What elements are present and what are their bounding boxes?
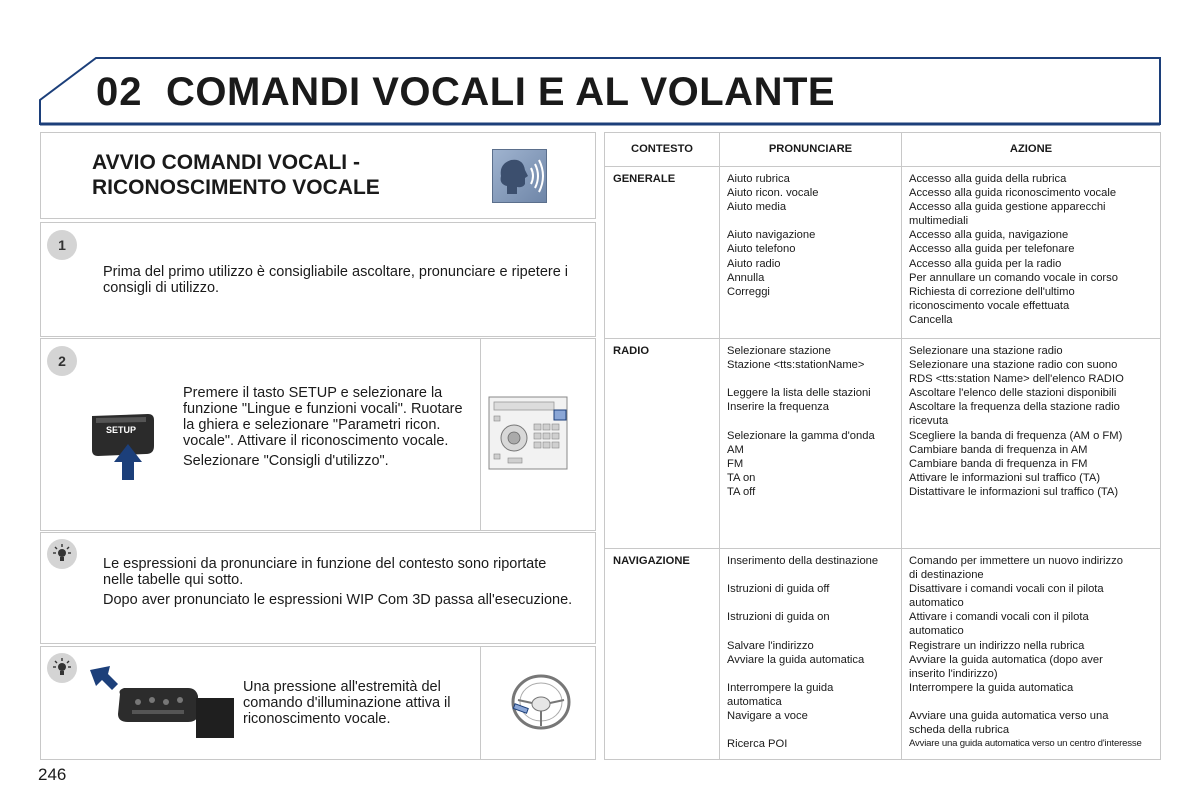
table-row	[605, 339, 1161, 549]
lightbulb-icon	[47, 539, 77, 569]
action-line: Disattivare i comandi vocali con il pilota	[909, 583, 1104, 596]
say-line: Inserire la frequenza	[727, 401, 829, 414]
action-line: Ascoltare l'elenco delle stazioni disponibili	[909, 387, 1117, 400]
say-line: Aiuto media	[727, 201, 787, 214]
say-line	[727, 414, 901, 428]
section-title	[92, 150, 472, 200]
say-line: Interrompere la guida	[727, 681, 834, 694]
page-title: COMANDI VOCALI E AL VOLANTE	[166, 70, 836, 114]
action-line: Accesso alla guida, navigazione	[909, 229, 1069, 242]
say-line: Correggi	[727, 285, 770, 298]
section-title-line-2: RICONOSCIMENTO VOCALE	[92, 176, 380, 199]
setup-button-label: SETUP	[106, 425, 137, 435]
action-line: Attivare i comandi vocali con il pilota	[909, 611, 1089, 624]
say-line: Aiuto radio	[727, 257, 781, 270]
say-line: TA on	[727, 471, 756, 484]
action-cell	[902, 339, 1161, 549]
step-2-badge: 2	[47, 346, 77, 376]
tip-1-paragraph-2: Dopo aver pronunciato le espressioni WIP Com 3D passa all'esecuzione.	[103, 592, 573, 608]
step-2-instruction-2: Selezionare "Consigli d'utilizzo".	[183, 453, 389, 469]
action-line: Attivare le informazioni sul traffico (TA)	[909, 471, 1101, 484]
action-line: Scegliere la banda di frequenza (AM o FM)	[909, 429, 1123, 442]
say-line: Salvare l'indirizzo	[727, 639, 814, 652]
say-line: Leggere la lista delle stazioni	[727, 387, 871, 400]
step-1-badge: 1	[47, 230, 77, 260]
action-line: Cancella	[909, 313, 953, 326]
voice-recognition-icon	[492, 149, 547, 203]
action-cell	[902, 167, 1161, 339]
say-line: Aiuto ricon. vocale	[727, 187, 819, 200]
action-line: Accesso alla guida della rubrica	[909, 173, 1067, 185]
say-line	[727, 568, 901, 582]
say-line: Inserimento della destinazione	[727, 555, 879, 567]
action-line: Selezionare una stazione radio	[909, 345, 1063, 357]
column-header-action: AZIONE	[902, 133, 1161, 167]
action-line: ricevuta	[909, 415, 949, 428]
say-line: Stazione <tts:stationName>	[727, 359, 865, 372]
action-line: Accesso alla guida gestione apparecchi	[909, 201, 1106, 214]
tip-1-text	[103, 556, 573, 612]
column-header-say: PRONUNCIARE	[720, 133, 902, 167]
voice-command-table	[604, 132, 1161, 760]
action-line: inserito l'indirizzo)	[909, 667, 998, 680]
action-cell	[902, 549, 1161, 760]
say-line	[727, 372, 901, 386]
action-line: Avviare una guida automatica verso un centro d'interesse	[909, 738, 1142, 750]
say-line	[727, 667, 901, 681]
say-line: Avviare la guida automatica	[727, 653, 865, 666]
step-2-text	[183, 385, 468, 473]
action-line: Accesso alla guida riconoscimento vocale	[909, 187, 1117, 200]
action-line: RDS <tts:station Name> dell'elenco RADIO	[909, 373, 1124, 386]
say-line: AM	[727, 443, 744, 456]
say-line: Aiuto navigazione	[727, 229, 816, 242]
column-header-context: CONTESTO	[605, 133, 720, 167]
say-line: Aiuto rubrica	[727, 173, 790, 185]
say-line: Navigare a voce	[727, 710, 808, 723]
say-line	[727, 723, 901, 737]
page-number: 246	[38, 765, 67, 784]
say-line: Aiuto telefono	[727, 243, 796, 256]
say-cell	[720, 167, 902, 339]
action-line: Interrompere la guida automatica	[909, 681, 1074, 694]
action-line: riconoscimento vocale effettuata	[909, 299, 1070, 312]
setup-button-illustration	[88, 410, 160, 485]
action-line: automatico	[909, 625, 964, 638]
steering-wheel-icon	[510, 672, 572, 732]
say-line: Annulla	[727, 271, 765, 284]
table-row	[605, 549, 1161, 760]
action-line: multimediali	[909, 215, 969, 228]
action-line: Avviare la guida automatica (dopo aver	[909, 653, 1103, 666]
action-line: Avviare una guida automatica verso una	[909, 710, 1109, 723]
action-line: Registrare un indirizzo nella rubrica	[909, 639, 1085, 652]
say-cell	[720, 339, 902, 549]
action-line: automatico	[909, 597, 964, 610]
action-line: Cambiare banda di frequenza in AM	[909, 443, 1088, 456]
say-line: Selezionare la gamma d'onda	[727, 429, 875, 442]
section-title-line-1: AVVIO COMANDI VOCALI -	[92, 151, 360, 174]
action-line: Comando per immettere un nuovo indirizzo	[909, 555, 1123, 567]
lightbulb-icon	[47, 653, 77, 683]
step-1-text: Prima del primo utilizzo è consigliabile ascoltare, pronunciare e ripetere i consigli di utilizzo.	[103, 264, 569, 296]
context-cell: GENERALE	[605, 167, 720, 339]
say-line: Ricerca POI	[727, 738, 788, 751]
say-cell	[720, 549, 902, 760]
action-line: Selezionare una stazione radio con suono	[909, 359, 1118, 372]
tip-1-paragraph-1: Le espressioni da pronunciare in funzione del contesto sono riportate nelle tabelle qui sotto.	[103, 556, 547, 588]
action-line: Accesso alla guida per telefonare	[909, 243, 1075, 256]
say-line: FM	[727, 457, 744, 470]
say-line	[727, 624, 901, 638]
action-line: Per annullare un comando vocale in corso	[909, 271, 1118, 284]
say-line: Istruzioni di guida on	[727, 611, 830, 624]
table-row	[605, 167, 1161, 339]
context-cell: NAVIGAZIONE	[605, 549, 720, 760]
say-line: TA off	[727, 485, 756, 498]
tip-2-text: Una pressione all'estremità del comando d'illuminazione attiva il riconoscimento vocale.	[243, 679, 451, 727]
action-line: Distattivare le informazioni sul traffico (TA)	[909, 485, 1119, 498]
say-line: automatica	[727, 695, 782, 708]
chapter-number: 02	[96, 70, 143, 114]
action-line: di destinazione	[909, 569, 984, 582]
say-line	[727, 596, 901, 610]
say-line	[727, 214, 901, 228]
say-line: Selezionare stazione	[727, 345, 831, 357]
step-2-instruction: Premere il tasto SETUP e selezionare la funzione "Lingue e funzioni vocali". Ruotare la ghiera e selezionare "Parametri ricon. vocale". Attivare il riconoscimento vocale.	[183, 385, 463, 449]
action-line: scheda della rubrica	[909, 724, 1010, 737]
lighting-stalk-illustration	[88, 664, 234, 742]
radio-unit-illustration	[488, 396, 588, 472]
action-line: Ascoltare la frequenza della stazione radio	[909, 401, 1120, 414]
action-line	[909, 695, 1160, 709]
say-line: Istruzioni di guida off	[727, 583, 830, 596]
action-line: Cambiare banda di frequenza in FM	[909, 457, 1088, 470]
action-line: Accesso alla guida per la radio	[909, 257, 1062, 270]
context-cell: RADIO	[605, 339, 720, 549]
action-line: Richiesta di correzione dell'ultimo	[909, 285, 1075, 298]
